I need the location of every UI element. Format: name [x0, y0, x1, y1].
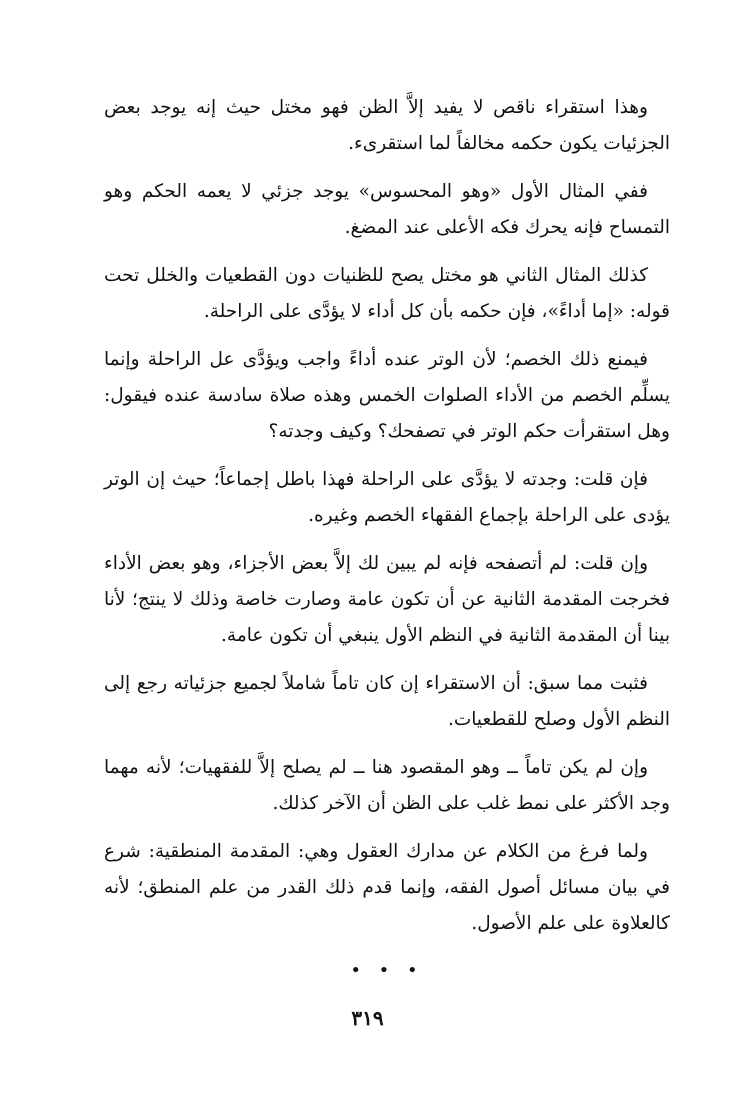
section-separator: • • • [350, 960, 424, 981]
paragraph-8: وإن لم يكن تاماً ــ وهو المقصود هنا ــ لم يصلح إلاَّ للفقهيات؛ لأنه مهما وجد الأكثر على نمط غلب على الظن أن الآخر كذلك. [104, 757, 670, 814]
paragraph-6: وإن قلت: لم أتصفحه فإنه لم يبين لك إلاَّ بعض الأجزاء، وهو بعض الأداء فخرجت المقدمة الثانية عن أن تكون عامة وصارت خاصة وذلك لا ينتج؛ لأنا بينا أن المقدمة الثانية في النظم الأول ينبغي أن تكون عامة. [104, 553, 670, 646]
page-body [104, 90, 670, 1030]
paragraph-5: فإن قلت: وجدته لا يؤدَّى على الراحلة فهذا باطل إجماعاً؛ حيث إن الوتر يؤدى على الراحلة بإجماع الفقهاء الخصم وغيره. [104, 469, 670, 526]
paragraph-4: فيمنع ذلك الخصم؛ لأن الوتر عنده أداءً واجب ويؤدَّى عل الراحلة وإنما يسلِّم الخصم من الأداء الصلوات الخمس وهذه صلاة سادسة عنده فيقول: وهل استقرأت حكم الوتر في تصفحك؟ وكيف وجدته؟ [104, 349, 670, 442]
page-number: ٣١٩ [351, 1006, 384, 1030]
paragraph-3: كذلك المثال الثاني هو مختل يصح للظنيات دون القطعيات والخلل تحت قوله: «إما أداءً»، فإن حكمه بأن كل أداء لا يؤدَّى على الراحلة. [104, 265, 670, 322]
paragraph-9: ولما فرغ من الكلام عن مدارك العقول وهي: المقدمة المنطقية: شرع في بيان مسائل أصول الفقه، وإنما قدم ذلك القدر من علم المنطق؛ لأنه كالعلاوة على علم الأصول. [104, 841, 670, 934]
paragraph-7: فثبت مما سبق: أن الاستقراء إن كان تاماً شاملاً لجميع جزئياته رجع إلى النظم الأول وصلح للقطعيات. [104, 673, 670, 730]
paragraph-1: وهذا استقراء ناقص لا يفيد إلاَّ الظن فهو مختل حيث إنه يوجد بعض الجزئيات يكون حكمه مخالفاً لما استقرىء. [104, 97, 670, 154]
paragraph-2: ففي المثال الأول «وهو المحسوس» يوجد جزئي لا يعمه الحكم وهو التمساح فإنه يحرك فكه الأعلى عند المضغ. [104, 181, 670, 238]
